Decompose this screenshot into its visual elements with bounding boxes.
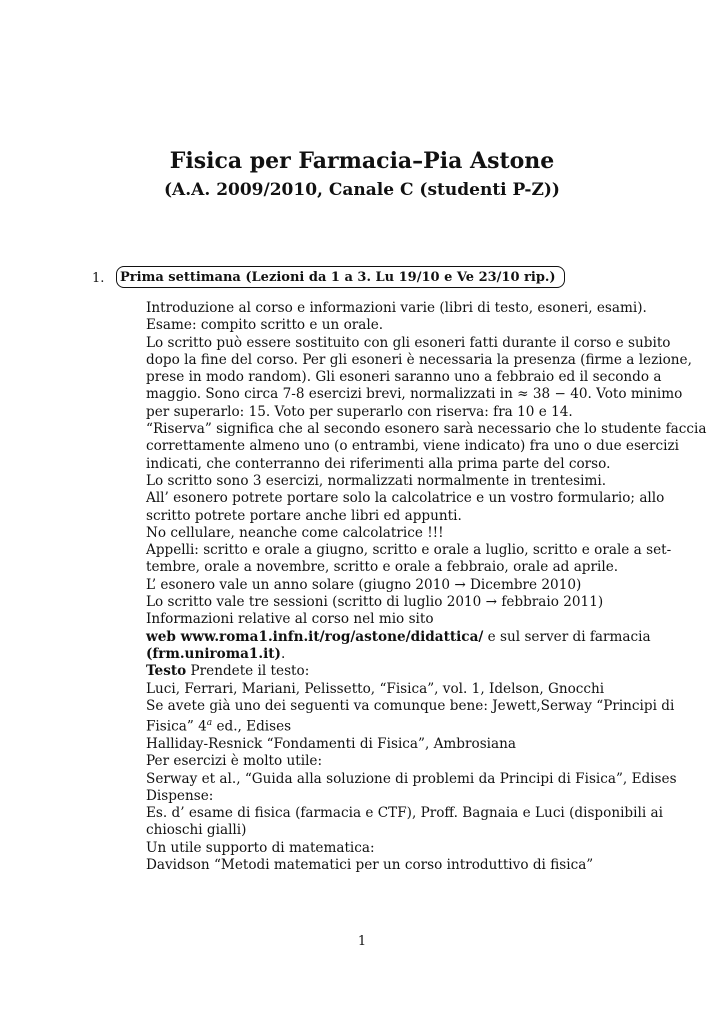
text-line: tembre, orale a novembre, scritto e orale a febbraio, orale ad aprile. xyxy=(146,559,619,576)
edition-superscript: a xyxy=(206,718,213,729)
section-body xyxy=(146,300,707,874)
text-line: Esame: compito scritto e un orale. xyxy=(146,317,384,334)
testo-rest: Prendete il testo: xyxy=(186,663,310,680)
text-line: Lo scritto vale tre sessioni (scritto di luglio 2010 → febbraio 2011) xyxy=(146,594,604,611)
text-line: “Riserva” significa che al secondo esonero sarà necessario che lo studente faccia xyxy=(146,421,707,438)
text-line: Informazioni relative al corso nel mio sito xyxy=(146,611,434,628)
text-line: Lo scritto sono 3 esercizi, normalizzati normalmente in trentesimi. xyxy=(146,472,607,489)
text-line: All’ esonero potrete portare solo la calcolatrice e un vostro formulario; allo xyxy=(146,490,665,507)
web-line-rest: e sul server di farmacia xyxy=(483,628,651,645)
testo-line xyxy=(146,663,632,680)
text-line: Lo scritto può essere sostituito con gli esoneri fatti durante il corso e subito xyxy=(146,334,671,351)
web-line xyxy=(146,628,651,646)
text-line: dopo la fine del corso. Per gli esoneri è necessaria la presenza (firme a lezione, xyxy=(146,351,692,368)
fisica-before: Fisica” 4 xyxy=(146,718,207,735)
fisica-line xyxy=(146,715,632,736)
text-line: correttamente almeno uno (o entrambi, viene indicato) fra uno o due esercizi xyxy=(146,438,679,455)
website-link[interactable]: web www.roma1.infn.it/rog/astone/didattica/ xyxy=(146,628,484,645)
text-line: Appelli: scritto e orale a giugno, scritto e orale a luglio, scritto e orale a set- xyxy=(146,542,672,559)
text-line: maggio. Sono circa 7-8 esercizi brevi, normalizzati in ≈ 38 − 40. Voto minimo xyxy=(146,386,683,403)
text-line: Halliday-Resnick “Fondamenti di Fisica”, Ambrosiana xyxy=(146,735,516,752)
text-line: Davidson “Metodi matematici per un corso introduttivo di fisica” xyxy=(146,857,594,874)
text-line: Luci, Ferrari, Mariani, Pelissetto, “Fisica”, vol. 1, Idelson, Gnocchi xyxy=(146,680,605,697)
text-line: indicati, che conterranno dei riferimenti alla prima parte del corso. xyxy=(146,455,611,472)
server-link[interactable]: (frm.uniroma1.it) xyxy=(146,645,281,662)
text-line: Dispense: xyxy=(146,787,214,804)
text-line: No cellulare, neanche come calcolatrice !!! xyxy=(146,524,444,541)
testo-label: Testo xyxy=(146,663,187,680)
text-line: Introduzione al corso e informazioni varie (libri di testo, esoneri, esami). xyxy=(146,300,647,316)
page-number: 1 xyxy=(357,934,367,949)
text-line: scritto potrete portare anche libri ed appunti. xyxy=(146,507,462,524)
text-line: L’ esonero vale un anno solare (giugno 2010 → Dicembre 2010) xyxy=(146,576,582,593)
document-title: Fisica per Farmacia–Pia Astone xyxy=(169,148,555,174)
server-line xyxy=(146,646,632,663)
text-line: per superarlo: 15. Voto per superarlo con riserva: fra 10 e 14. xyxy=(146,403,573,420)
text-line: Se avete già uno dei seguenti va comunque bene: Jewett,Serway “Principi di xyxy=(146,697,675,714)
document-subtitle: (A.A. 2009/2010, Canale C (studenti P-Z)) xyxy=(164,180,560,200)
text-line: Serway et al., “Guida alla soluzione di problemi da Principi di Fisica”, Edises xyxy=(146,770,677,787)
text-line: prese in modo random). Gli esoneri saranno uno a febbraio ed il secondo a xyxy=(146,369,662,386)
text-line: Es. d’ esame di fisica (farmacia e CTF), Proff. Bagnaia e Luci (disponibili ai xyxy=(146,805,663,822)
text-line: Per esercizi è molto utile: xyxy=(146,753,323,770)
section-heading: Prima settimana (Lezioni da 1 a 3. Lu 19/10 e Ve 23/10 rip.) xyxy=(120,270,556,285)
text-line: Un utile supporto di matematica: xyxy=(146,839,375,856)
fisica-after: ed., Edises xyxy=(212,718,292,735)
text-line: chioschi gialli) xyxy=(146,822,247,839)
section-number: 1. xyxy=(92,271,105,286)
server-line-end: . xyxy=(280,645,286,662)
